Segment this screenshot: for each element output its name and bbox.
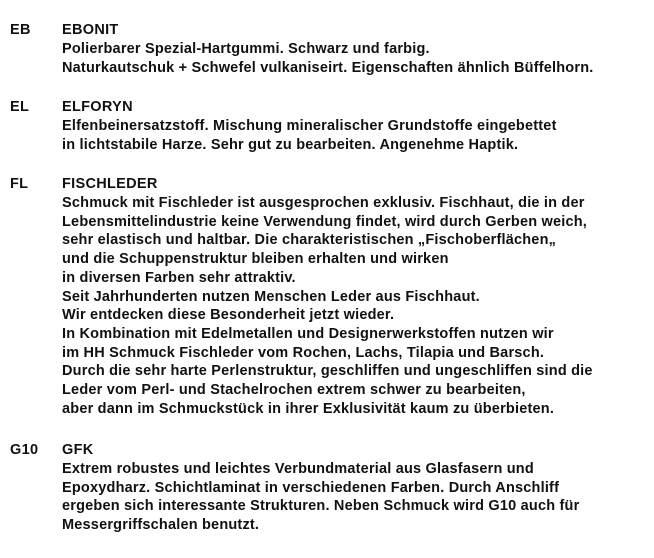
description-line: Epoxydharz. Schichtlaminat in verschiedenen Farben. Durch Anschliff [62,479,560,496]
material-code: EL [10,99,30,115]
description-line: im HH Schmuck Fischleder vom Rochen, Lachs, Tilapia und Barsch. [62,344,545,361]
description-line: Lebensmittelindustrie keine Verwendung findet, wird durch Gerben weich, [62,213,588,230]
material-name: GFK [62,442,94,458]
material-description [62,40,594,77]
description-line: Messergriffschalen benutzt. [62,517,260,534]
description-line: Durch die sehr harte Perlenstruktur, geschliffen und ungeschliffen sind die [62,363,593,380]
description-line: Extrem robustes und leichtes Verbundmaterial aus Glasfasern und [62,461,534,477]
material-description [62,460,579,535]
description-line: Naturkautschuk + Schwefel vulkaniseirt. Eigenschaften ähnlich Büffelhorn. [62,59,594,76]
description-line: sehr elastisch und haltbar. Die charakteristischen „Fischoberflächen„ [62,232,557,249]
description-line: Schmuck mit Fischleder ist ausgesprochen exklusiv. Fischhaut, die in der [62,195,585,211]
description-line: und die Schuppenstruktur bleiben erhalten und wirken [62,251,449,268]
material-name: ELFORYN [62,99,133,115]
material-code: FL [10,176,29,192]
description-line: ergeben sich interessante Strukturen. Neben Schmuck wird G10 auch für [62,498,580,515]
description-line: Leder vom Perl- und Stachelrochen extrem schwer zu bearbeiten, [62,382,526,399]
description-line: Seit Jahrhunderten nutzen Menschen Leder aus Fischhaut. [62,288,480,305]
material-code: G10 [10,442,39,458]
description-line: Elfenbeinersatzstoff. Mischung mineralischer Grundstoffe eingebettet [62,118,557,134]
material-name: FISCHLEDER [62,176,158,192]
material-description [62,117,557,154]
description-line: aber dann im Schmuckstück in ihrer Exklusivität kaum zu überbieten. [62,400,555,417]
description-line: Wir entdecken diese Besonderheit jetzt wieder. [62,307,395,324]
material-code: EB [10,22,31,38]
description-line: In Kombination mit Edelmetallen und Designerwerkstoffen nutzen wir [62,325,554,342]
description-line: in diversen Farben sehr attraktiv. [62,269,296,286]
material-description [62,194,593,418]
description-line: Polierbarer Spezial-Hartgummi. Schwarz und farbig. [62,41,430,57]
description-line: in lichtstabile Harze. Sehr gut zu bearbeiten. Angenehme Haptik. [62,136,519,153]
material-name: EBONIT [62,22,119,38]
